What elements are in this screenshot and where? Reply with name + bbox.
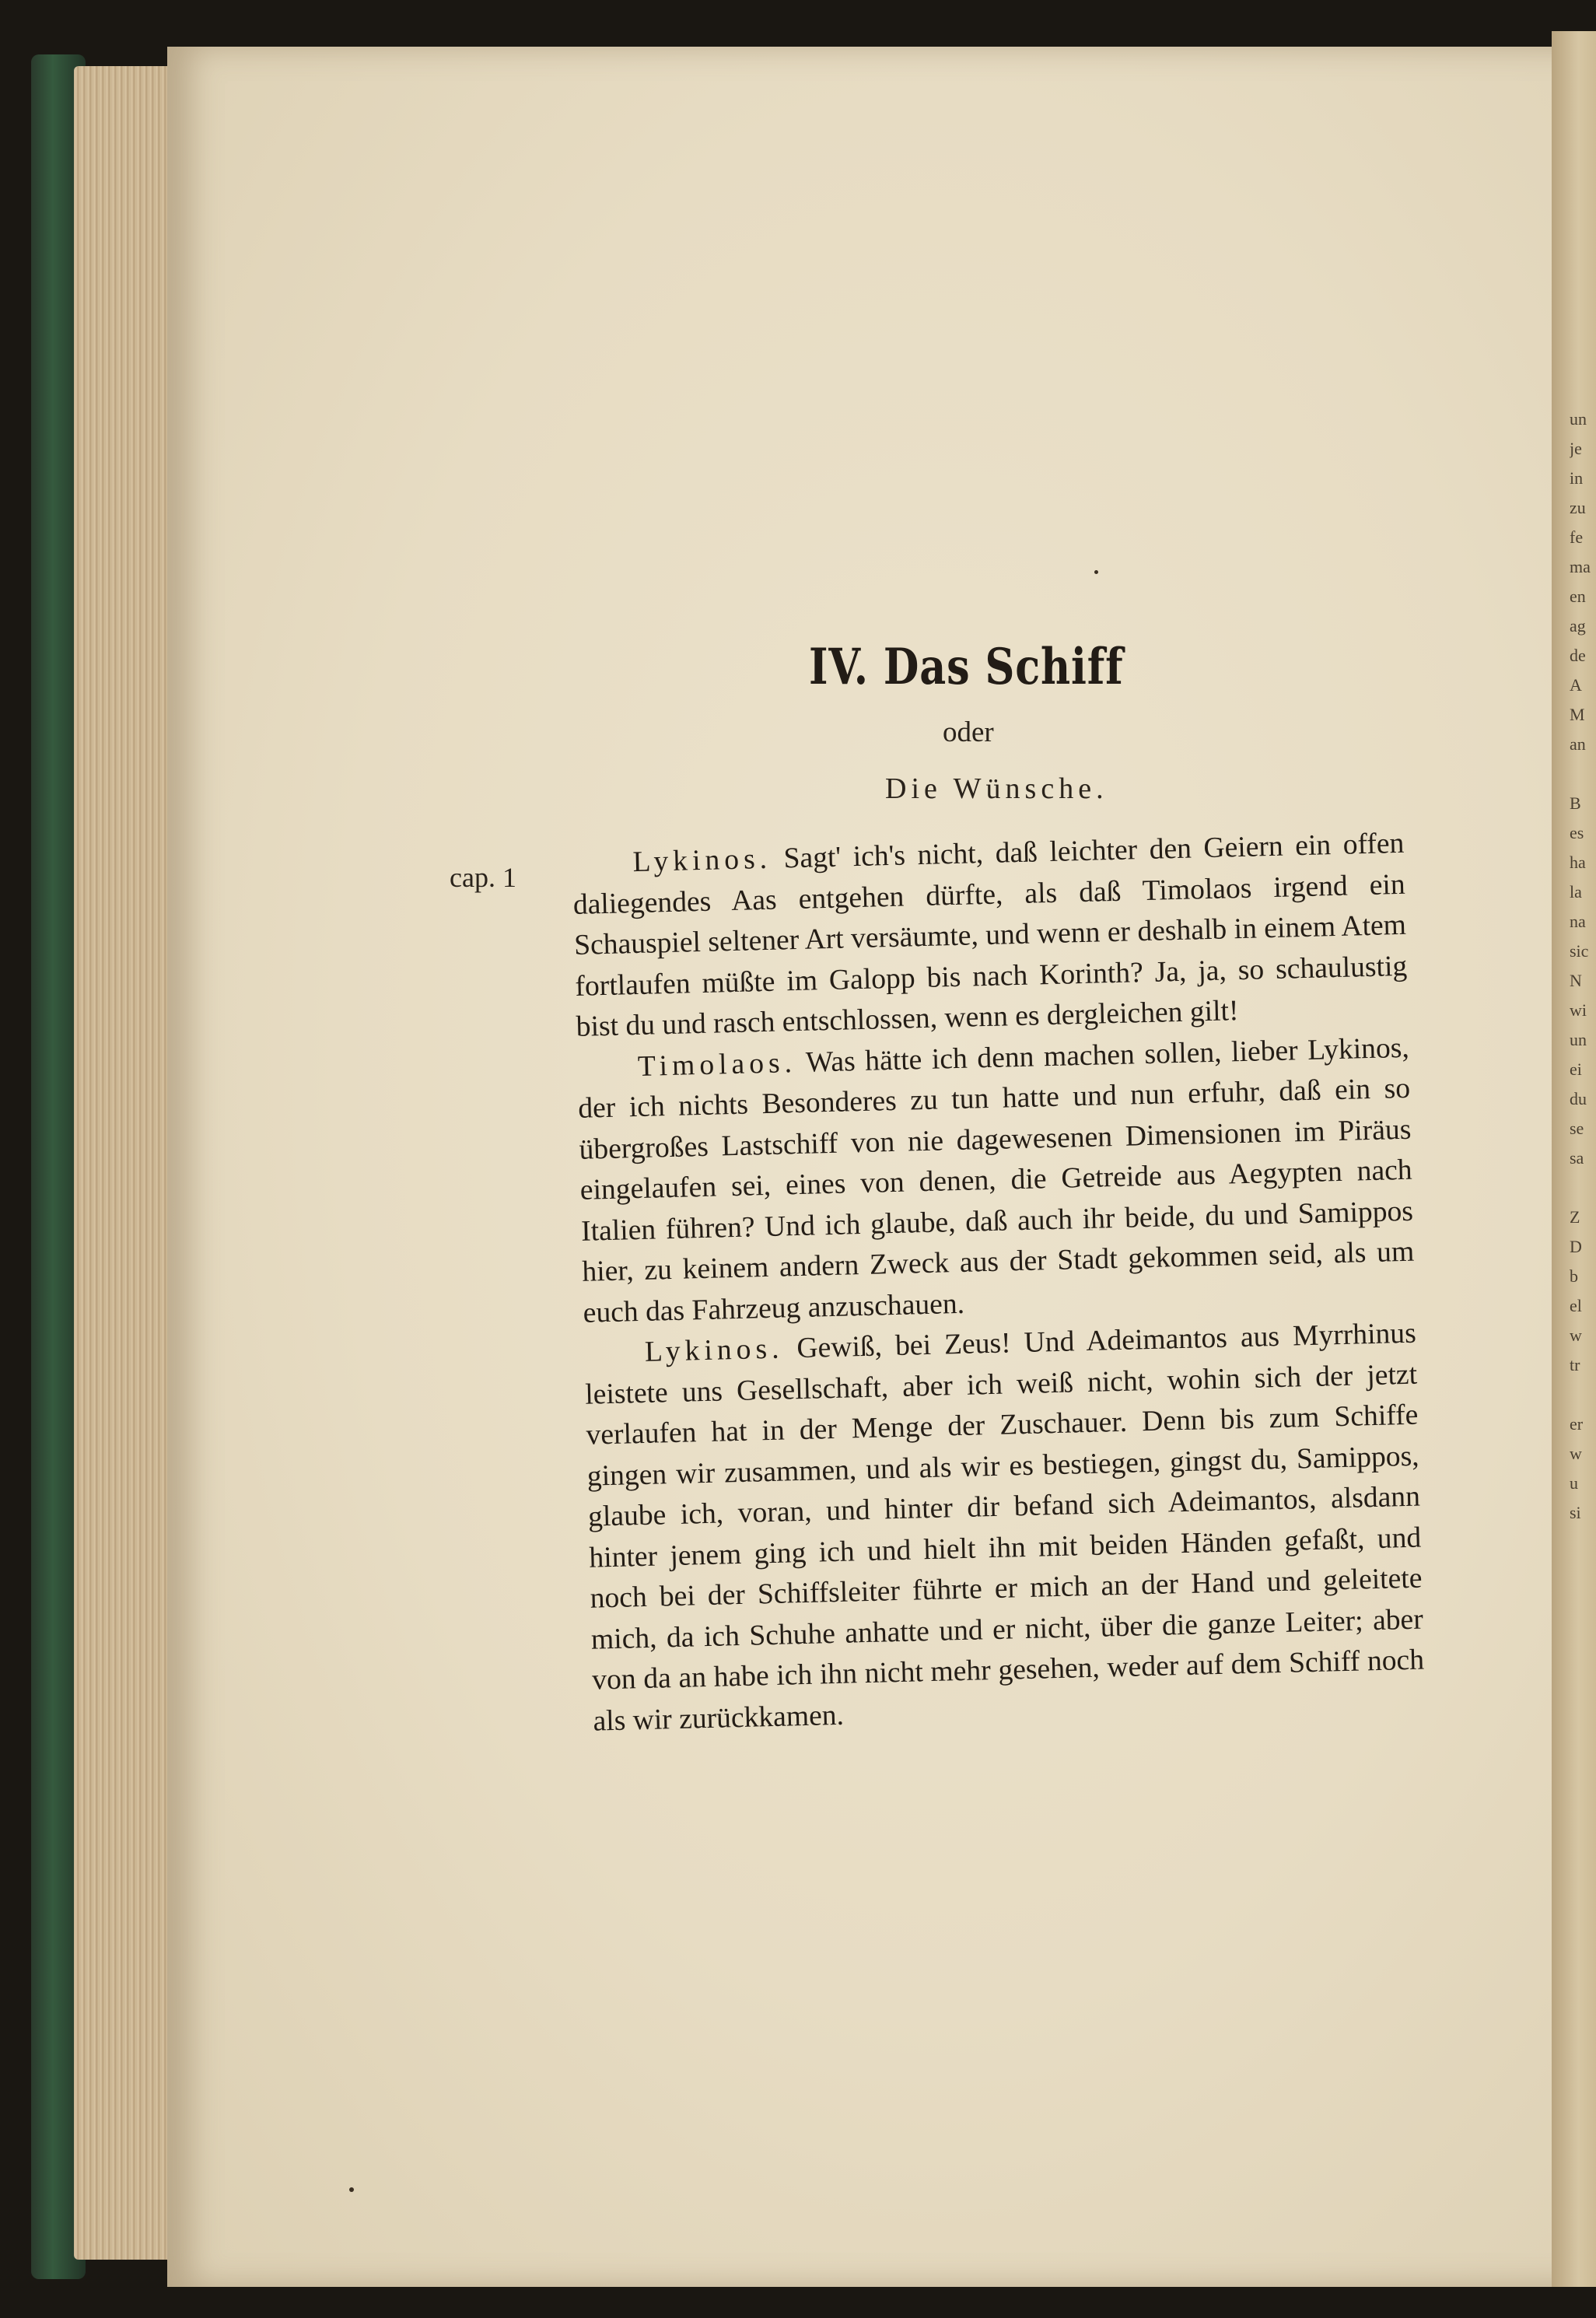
chapter-subtitle: Die Wünsche. — [885, 772, 1108, 805]
subtitle-connector: oder — [943, 716, 994, 748]
paragraph-1 — [572, 824, 1409, 1049]
ink-speck — [1094, 570, 1098, 574]
dialogue-body — [572, 824, 1426, 1742]
speaker-name: Lykinos. — [644, 1332, 784, 1368]
ink-speck — [349, 2187, 354, 2192]
speaker-name: Lykinos. — [632, 842, 772, 879]
page-stack-edges — [74, 66, 183, 2260]
paragraph-2 — [576, 1028, 1416, 1334]
speaker-name: Timolaos. — [637, 1046, 797, 1083]
margin-chapter-note: cap. 1 — [450, 862, 516, 893]
paragraph-text: Sagt' ich's nicht, daß leichter den Geiern ein offen daliegendes Aas entgehen dürfte, als daß Timolaos irgend ein Schauspiel seltener Art versäumte, und wenn er deshalb in einem Atem fortlaufen müßte im Galopp bis nach Korinth? Ja, ja, so schaulustig bist du und rasch entschlossen, wenn es dergleichen gilt! — [572, 827, 1408, 1043]
chapter-title: IV. Das Schiff — [809, 638, 1124, 696]
facing-page-text-fragments: un je in zu fe ma en ag de A M an B es ha la na sic N wi un ei du se sa Z D b el w tr er w u si — [1570, 409, 1591, 1522]
paragraph-text: Gewiß, bei Zeus! Und Adeimantos aus Myrrhinus leistete uns Gesellschaft, aber ich weiß nicht, wohin sich der jetzt verlaufen hat in der Menge der Zuschauer. Denn bis zum Schiffe gingen wir zusammen, und als wir es bestiegen, gingst du, Samippos, glaube ich, voran, und hinter dir befand sich Adeimantos, alsdann hinter jenem ging ich und hielt ihn mit beiden Händen gefaßt, und noch bei der Schiffsleiter führte er mich an der Hand und geleitete mich, da ich Schuhe anhatte und er nicht, über die ganze Leiter; aber von da an habe ich ihn nicht mehr gesehen, weder auf dem Schiff noch als wir zurückkamen. — [584, 1317, 1425, 1738]
paragraph-text: Was hätte ich denn machen sollen, lieber Lykinos, der ich nichts Besonderes zu tun hatte und nun erfuhr, daß ein so übergroßes Lastschiff von nie dagewesenen Dimensionen im Piräus eingelaufen sei, eines von denen, die Getreide aus Aegypten nach Italien führen? Und ich glaube, daß auch ihr beide, du und Samippos hier, zu keinem andern Zweck aus der Stadt gekommen seid, als um euch das Fahrzeug anzuschauen. — [577, 1031, 1415, 1329]
paragraph-3 — [583, 1314, 1426, 1742]
